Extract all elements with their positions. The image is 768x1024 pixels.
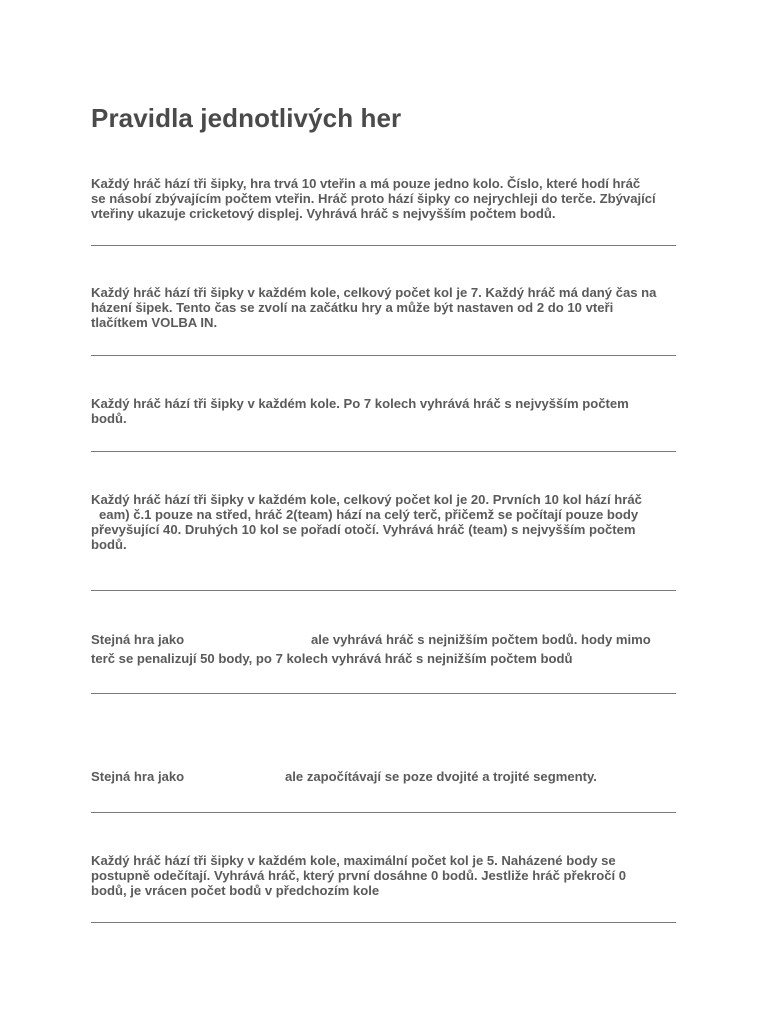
rule-paragraph-3 <box>91 396 691 426</box>
paragraph-line: vteřiny ukazuje cricketový displej. Vyhrává hráč s nejvyšším počtem bodů. <box>91 206 556 221</box>
paragraph-line: bodů, je vrácen počet bodů v předchozím kole <box>91 883 380 898</box>
paragraph-line-end: ale vyhrává hráč s nejnižším počtem bodů. hody mimo <box>311 632 651 647</box>
section-divider <box>91 590 676 591</box>
paragraph-line: bodů. <box>91 537 127 552</box>
paragraph-line: převyšující 40. Druhých 10 kol se pořadí otočí. Vyhrává hráč (team) s nejvyšším počtem <box>91 522 636 537</box>
rule-paragraph-7 <box>91 853 691 898</box>
paragraph-line: postupně odečítají. Vyhrává hráč, který první dosáhne 0 bodů. Jestliže hráč překročí 0 <box>91 868 627 883</box>
page-title: Pravidla jednotlivých her <box>91 103 402 133</box>
paragraph-line: Každý hráč hází tři šipky v každém kole. Po 7 kolech vyhrává hráč s nejvyšším počtem <box>91 396 629 411</box>
paragraph-line: Každý hráč hází tři šipky, hra trvá 10 vteřin a má pouze jedno kolo. Číslo, které hodí hráč <box>91 176 641 191</box>
section-divider <box>91 245 676 246</box>
rule-paragraph-2 <box>91 285 691 330</box>
section-divider <box>91 355 676 356</box>
rule-paragraph-5 <box>91 632 691 672</box>
paragraph-line-end: ale započítávají se poze dvojité a trojité segmenty. <box>285 769 597 784</box>
rule-paragraph-6 <box>91 769 691 787</box>
paragraph-line: bodů. <box>91 411 127 426</box>
paragraph-line: Každý hráč hází tři šipky v každém kole, celkový počet kol je 20. Prvních 10 kol hází hráč <box>91 492 642 507</box>
paragraph-line: házení šipek. Tento čas se zvolí na začátku hry a může být nastaven od 2 do 10 vteři <box>91 300 614 315</box>
paragraph-line: Každý hráč hází tři šipky v každém kole, celkový počet kol je 7. Každý hráč má daný čas na <box>91 285 657 300</box>
paragraph-line: se násobí zbývajícím počtem vteřin. Hráč proto hází šipky co nejrychleji do terče. Zbývající <box>91 191 656 206</box>
paragraph-line: Každý hráč hází tři šipky v každém kole, maximální počet kol je 5. Naházené body se <box>91 853 616 868</box>
paragraph-line-start: Stejná hra jako <box>91 769 185 784</box>
section-divider <box>91 812 676 813</box>
rule-paragraph-1 <box>91 176 691 221</box>
paragraph-line-start: Stejná hra jako <box>91 632 185 647</box>
paragraph-line: tlačítkem VOLBA IN. <box>91 315 218 330</box>
paragraph-line: terč se penalizují 50 body, po 7 kolech vyhrává hráč s nejnižším počtem bodů <box>91 651 573 666</box>
section-divider <box>91 451 676 452</box>
paragraph-line: eam) č.1 pouze na střed, hráč 2(team) hází na celý terč, přičemž se počítají pouze body <box>99 507 639 522</box>
section-divider <box>91 922 676 923</box>
section-divider <box>91 693 676 694</box>
rule-paragraph-4 <box>91 492 691 552</box>
